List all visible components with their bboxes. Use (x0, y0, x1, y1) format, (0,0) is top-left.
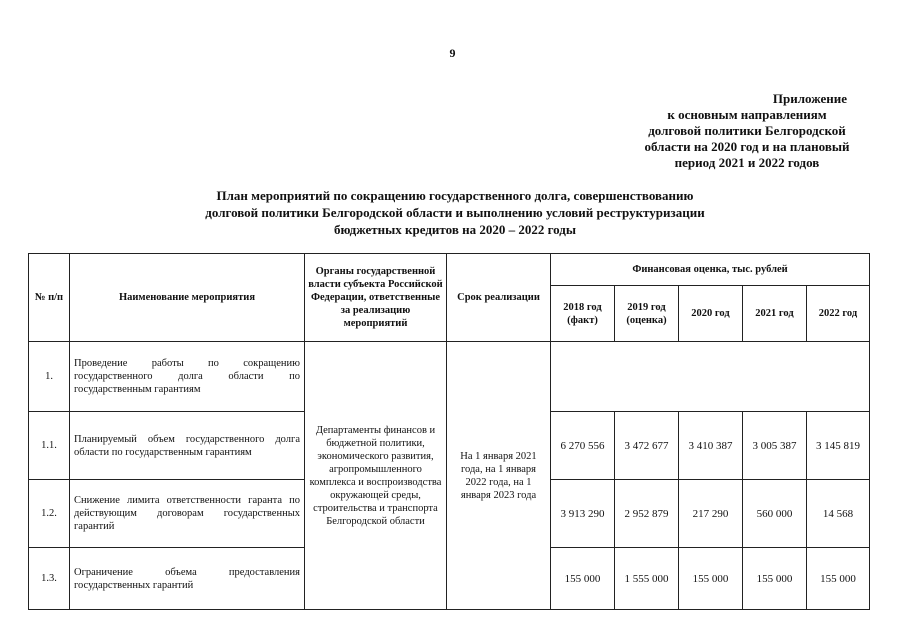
header-year: 2022 год (807, 286, 870, 342)
appendix-line: долговой политики Белгородской (648, 123, 846, 138)
value-cell: 155 000 (679, 548, 743, 610)
row-name: Проведение работы по сокращению государственного долга области по государственным гарантиям (70, 342, 305, 412)
value-cell: 155 000 (807, 548, 870, 610)
value-cell: 3 145 819 (807, 412, 870, 480)
header-org: Органы государственной власти субъекта Российской Федерации, ответственные за реализацию мероприятий (305, 254, 447, 342)
row-number: 1.1. (29, 412, 70, 480)
header-row (29, 254, 870, 286)
row-number: 1.3. (29, 548, 70, 610)
responsible-orgs: Департаменты финансов и бюджетной политики, экономического развития, агропромышленного комплекса и воспроизводства окружающей среды, строительства и транспорта Белгородской области (305, 342, 447, 610)
page-number: 9 (449, 46, 456, 60)
row-number: 1. (29, 342, 70, 412)
header-term: Срок реализации (447, 254, 551, 342)
appendix-line: к основным направлениям (667, 107, 827, 122)
value-cell: 3 913 290 (551, 480, 615, 548)
value-cell: 3 472 677 (615, 412, 679, 480)
value-cell: 155 000 (743, 548, 807, 610)
implementation-term: На 1 января 2021 года, на 1 января 2022 года, на 1 января 2023 года (447, 342, 551, 610)
appendix-line: Приложение (772, 91, 847, 106)
measures-table (28, 253, 870, 610)
value-cell: 1 555 000 (615, 548, 679, 610)
header-year: 2019 год (оценка) (615, 286, 679, 342)
header-year: 2020 год (679, 286, 743, 342)
document-title (120, 187, 790, 238)
header-finance: Финансовая оценка, тыс. рублей (551, 254, 870, 286)
appendix-note (617, 91, 877, 171)
value-cell: 14 568 (807, 480, 870, 548)
header-year: 2021 год (743, 286, 807, 342)
row-number: 1.2. (29, 480, 70, 548)
value-cell: 3 005 387 (743, 412, 807, 480)
value-cell: 6 270 556 (551, 412, 615, 480)
header-num: № п/п (29, 254, 70, 342)
row-name: Снижение лимита ответственности гаранта по действующим договорам государственных гарантий (70, 480, 305, 548)
value-cell: 560 000 (743, 480, 807, 548)
row-values-empty (551, 342, 870, 412)
value-cell: 2 952 879 (615, 480, 679, 548)
table-row (29, 342, 870, 412)
title-line: План мероприятий по сокращению государственного долга, совершенствованию (216, 188, 694, 203)
header-year: 2018 год (факт) (551, 286, 615, 342)
row-name: Планируемый объем государственного долга области по государственным гарантиям (70, 412, 305, 480)
title-line: долговой политики Белгородской области и выполнению условий реструктуризации (205, 205, 705, 220)
value-cell: 155 000 (551, 548, 615, 610)
appendix-line: области на 2020 год и на плановый (644, 139, 850, 154)
value-cell: 217 290 (679, 480, 743, 548)
title-line: бюджетных кредитов на 2020 – 2022 годы (333, 222, 577, 237)
value-cell: 3 410 387 (679, 412, 743, 480)
header-name: Наименование мероприятия (70, 254, 305, 342)
row-name: Ограничение объема предоставления государственных гарантий (70, 548, 305, 610)
appendix-line: период 2021 и 2022 годов (674, 155, 820, 170)
